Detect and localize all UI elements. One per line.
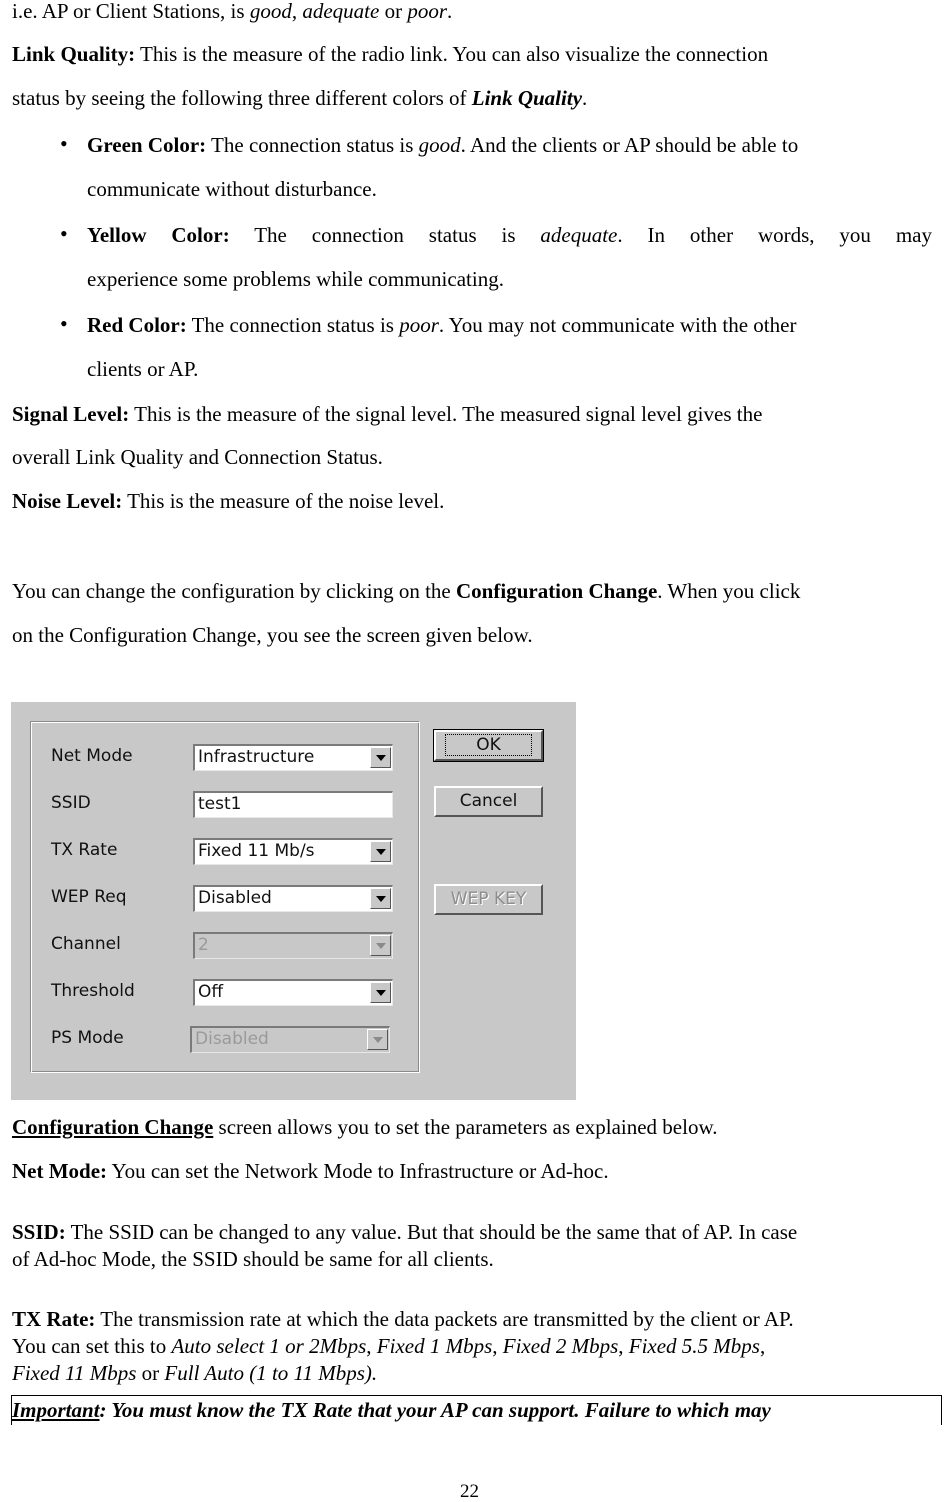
chevron-down-icon[interactable] (370, 841, 391, 862)
caption-paragraph: Configuration Change screen allows you to set the parameters as explained below. (12, 1115, 718, 1139)
tx-rate-paragraph: TX Rate: The transmission rate at which the data packets are transmitted by the client or AP. (12, 1307, 794, 1331)
text-line: of Ad-hoc Mode, the SSID should be same for all clients. (12, 1247, 494, 1271)
field-label: Net Mode (51, 746, 133, 766)
chevron-down-icon[interactable] (370, 888, 391, 909)
ps-mode-value: Disabled (195, 1029, 269, 1049)
configuration-change-paragraph: You can change the configuration by clicking on the Configuration Change. When you click (12, 579, 801, 603)
ps-mode-dropdown[interactable] (190, 1026, 390, 1053)
tx-rate-dropdown[interactable] (193, 838, 393, 865)
yellow-color-item: Yellow Color: The connection status is adequate. In other words, you may (87, 223, 932, 247)
channel-dropdown[interactable] (193, 932, 393, 959)
bullet-icon: • (60, 311, 68, 336)
green-color-item: Green Color: The connection status is good. And the clients or AP should be able to (87, 133, 799, 157)
field-label: Threshold (51, 981, 135, 1001)
channel-value: 2 (198, 935, 209, 955)
chevron-down-icon[interactable] (370, 935, 391, 956)
wep-req-dropdown[interactable] (193, 885, 393, 912)
text-line: experience some problems while communicating. (87, 267, 504, 291)
important-note: Important: You must know the TX Rate that your AP can support. Failure to which may (12, 1398, 771, 1422)
bullet-icon: • (60, 221, 68, 246)
net-mode-value: Infrastructure (198, 747, 315, 767)
wep-key-button[interactable]: WEP KEY (434, 884, 543, 915)
threshold-value: Off (198, 982, 224, 1002)
chevron-down-icon[interactable] (367, 1029, 388, 1050)
chevron-down-icon[interactable] (370, 747, 391, 768)
ssid-value: test1 (198, 794, 242, 814)
text-line: You can set this to Auto select 1 or 2Mbps, Fixed 1 Mbps, Fixed 2 Mbps, Fixed 5.5 Mbps, (12, 1334, 766, 1358)
field-label: WEP Req (51, 887, 127, 907)
text-line: overall Link Quality and Connection Status. (12, 445, 383, 469)
text-line: Fixed 11 Mbps or Full Auto (1 to 11 Mbps). (12, 1361, 378, 1385)
signal-level-paragraph: Signal Level: This is the measure of the signal level. The measured signal level gives the (12, 402, 763, 426)
text-line: status by seeing the following three different colors of Link Quality. (12, 86, 588, 110)
net-mode-paragraph: Net Mode: You can set the Network Mode to Infrastructure or Ad-hoc. (12, 1159, 609, 1183)
link-quality-term: Link Quality: (12, 42, 136, 66)
wep-req-value: Disabled (198, 888, 272, 908)
field-label: SSID (51, 793, 91, 813)
link-quality-paragraph: Link Quality: This is the measure of the radio link. You can also visualize the connection (12, 42, 769, 66)
ssid-input[interactable] (193, 791, 393, 818)
threshold-dropdown[interactable] (193, 979, 393, 1006)
configuration-change-dialog (11, 702, 576, 1100)
noise-level-paragraph: Noise Level: This is the measure of the noise level. (12, 489, 445, 513)
chevron-down-icon[interactable] (370, 982, 391, 1003)
field-label: TX Rate (51, 840, 118, 860)
cancel-button[interactable]: Cancel (434, 786, 543, 817)
bullet-icon: • (60, 131, 68, 156)
ssid-paragraph: SSID: The SSID can be changed to any value. But that should be the same that of AP. In case (12, 1220, 798, 1244)
page-number: 22 (460, 1481, 479, 1502)
tx-rate-value: Fixed 11 Mb/s (198, 841, 315, 861)
text-line: on the Configuration Change, you see the screen given below. (12, 623, 533, 647)
text-line: communicate without disturbance. (87, 177, 377, 201)
field-label: PS Mode (51, 1028, 124, 1048)
net-mode-dropdown[interactable] (193, 744, 393, 771)
text-line: i.e. AP or Client Stations, is good, adequate or poor. (12, 0, 453, 23)
red-color-item: Red Color: The connection status is poor. You may not communicate with the other (87, 313, 797, 337)
ok-button[interactable]: OK (434, 730, 543, 761)
text-line: clients or AP. (87, 357, 199, 381)
field-label: Channel (51, 934, 121, 954)
